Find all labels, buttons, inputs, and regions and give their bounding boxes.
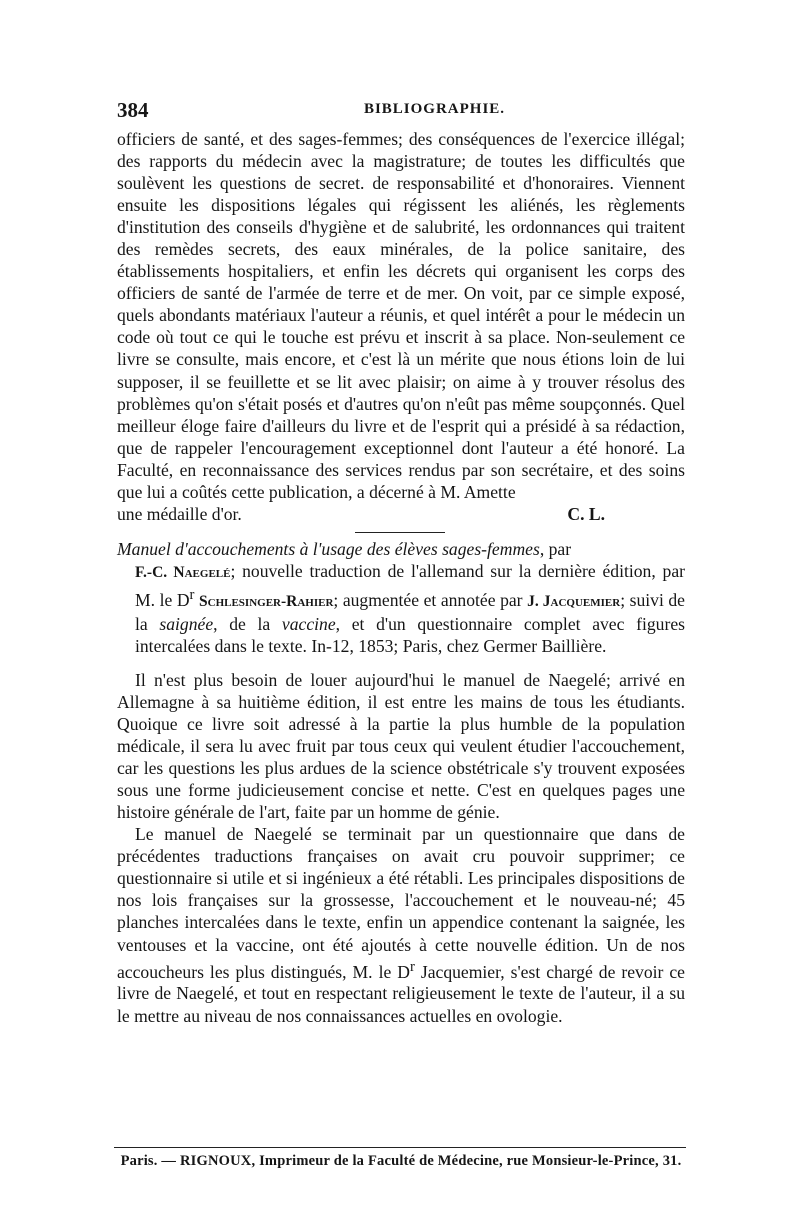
entry-part3: ; suivi de la <box>135 589 685 634</box>
page-number: 384 <box>117 98 149 122</box>
entry-after-title: , par <box>539 538 572 559</box>
entry-part1: ; nouvelle traduction de l'allemand sur la dernière édition, par M. le D <box>135 560 685 610</box>
entry-part5: , et d'un questionnaire complet avec figures intercalées dans le texte. In-12, 1853; Paris, chez Germer Baillière. <box>135 613 685 656</box>
footer-rule <box>114 1147 686 1148</box>
review-paragraph-2 <box>117 823 685 1026</box>
previous-review-closing <box>117 503 685 525</box>
entry-dr-sup: r <box>189 586 195 603</box>
review-dr-sup: r <box>409 958 415 975</box>
entry-saignee: saignée <box>159 613 214 634</box>
entry-part2: ; augmentée et annotée par <box>333 589 523 610</box>
entry-part4: , de la <box>213 613 282 634</box>
entry-body <box>117 560 685 657</box>
reviewer-signature: C. L. <box>567 503 605 524</box>
entry-annotator: J. Jacquemier <box>527 592 621 610</box>
previous-review-text: officiers de santé, et des sages-femmes; des conséquences de l'exercice illégal; des rapports du médecin avec la magistrature; de toutes les difficultés que soulèvent les questions de secret. de responsabilité et d'honoraires. Viennent ensuite les dispositions légales qui régissent les aliénés, les règlements d'institution des conseils d'hygiène et de salubrité, les ordonnances qui traitent des remèdes secrets, des eaux minérales, de la police sanitaire, des établissements hospitaliers, et enfin les décrets qui organisent les corps des officiers de santé de l'armée de terre et de mer. On voit, par ce simple exposé, quels abondants matériaux l'auteur a réunis, et quel intérêt a pour le médecin un code où tout ce qui le touche est prévu et inscrit à sa place. Non-seulement ce livre se consulte, mais encore, et c'est là un mérite que nous étions loin de lui supposer, il se feuillette et se lit avec plaisir; on aime à y trouver résolus des problèmes qu'on s'était posés et d'autres qu'on n'eût pas même soupçonnés. Quel meilleur éloge faire d'ailleurs du livre et de l'esprit qui a présidé à sa rédaction, que de rappeler l'encouragement exceptionnel dont l'auteur a été honoré. La Faculté, en reconnaissance des services rendus par son secrétaire, et des soins que lui a coûtés cette publication, a décerné à M. Amette <box>117 129 685 502</box>
entry-title: Manuel d'accouchements à l'usage des élèves sages-femmes <box>117 538 540 559</box>
section-divider <box>355 532 445 533</box>
running-head: BIBLIOGRAPHIE. <box>363 101 506 117</box>
bibliographic-entry <box>117 538 685 657</box>
page-header <box>117 98 682 128</box>
review-paragraph-1: Il n'est plus besoin de louer aujourd'hui le manuel de Naegelé; arrivé en Allemagne à sa huitième édition, il est entre les mains de tous les étudiants. Quoique ce livre soit adressé à la partie la plus humble de la population médicale, il sera lu avec fruit par tous ceux qui veulent étudier l'accouchement, car les questions les plus ardues de la science obstétricale s'y trouvent exposées sous une forme judicieusement concise et nette. C'est en quelques pages une histoire générale de l'art, faite par un homme de génie. <box>117 669 685 823</box>
previous-review-last-line: une médaille d'or. <box>117 503 242 524</box>
text-block <box>117 128 685 1027</box>
printer-imprint: Paris. — RIGNOUX, Imprimeur de la Faculté de Médecine, rue Monsieur-le-Prince, 31. <box>120 1153 682 1169</box>
review-paragraph-2-b: Jacquemier, s'est chargé de revoir ce livre de Naegelé, et tout en respectant religieusement le texte de l'auteur, il a su le mettre au niveau de nos connaissances actuelles en ovologie. <box>117 961 685 1026</box>
entry-vaccine: vaccine <box>281 613 336 634</box>
review-paragraph-2-a: Le manuel de Naegelé se terminait par un questionnaire que dans de précédentes traductions françaises on avait cru pouvoir supprimer; ce questionnaire si utile et si ingénieux a été rétabli. Les principales dispositions de nos lois françaises sur la grossesse, l'accouchement et le nouveau-né; 45 planches intercalées dans le texte, enfin un appendice contenant la saignée, les ventouses et la vaccine, ont été ajoutés à cette nouvelle édition. Un de nos accoucheurs les plus distingués, M. le D <box>117 824 685 982</box>
entry-translator: Schlesinger-Rahier <box>199 592 334 610</box>
review-text <box>117 669 685 1027</box>
entry-author: F.-C. Naegelé <box>135 563 231 581</box>
